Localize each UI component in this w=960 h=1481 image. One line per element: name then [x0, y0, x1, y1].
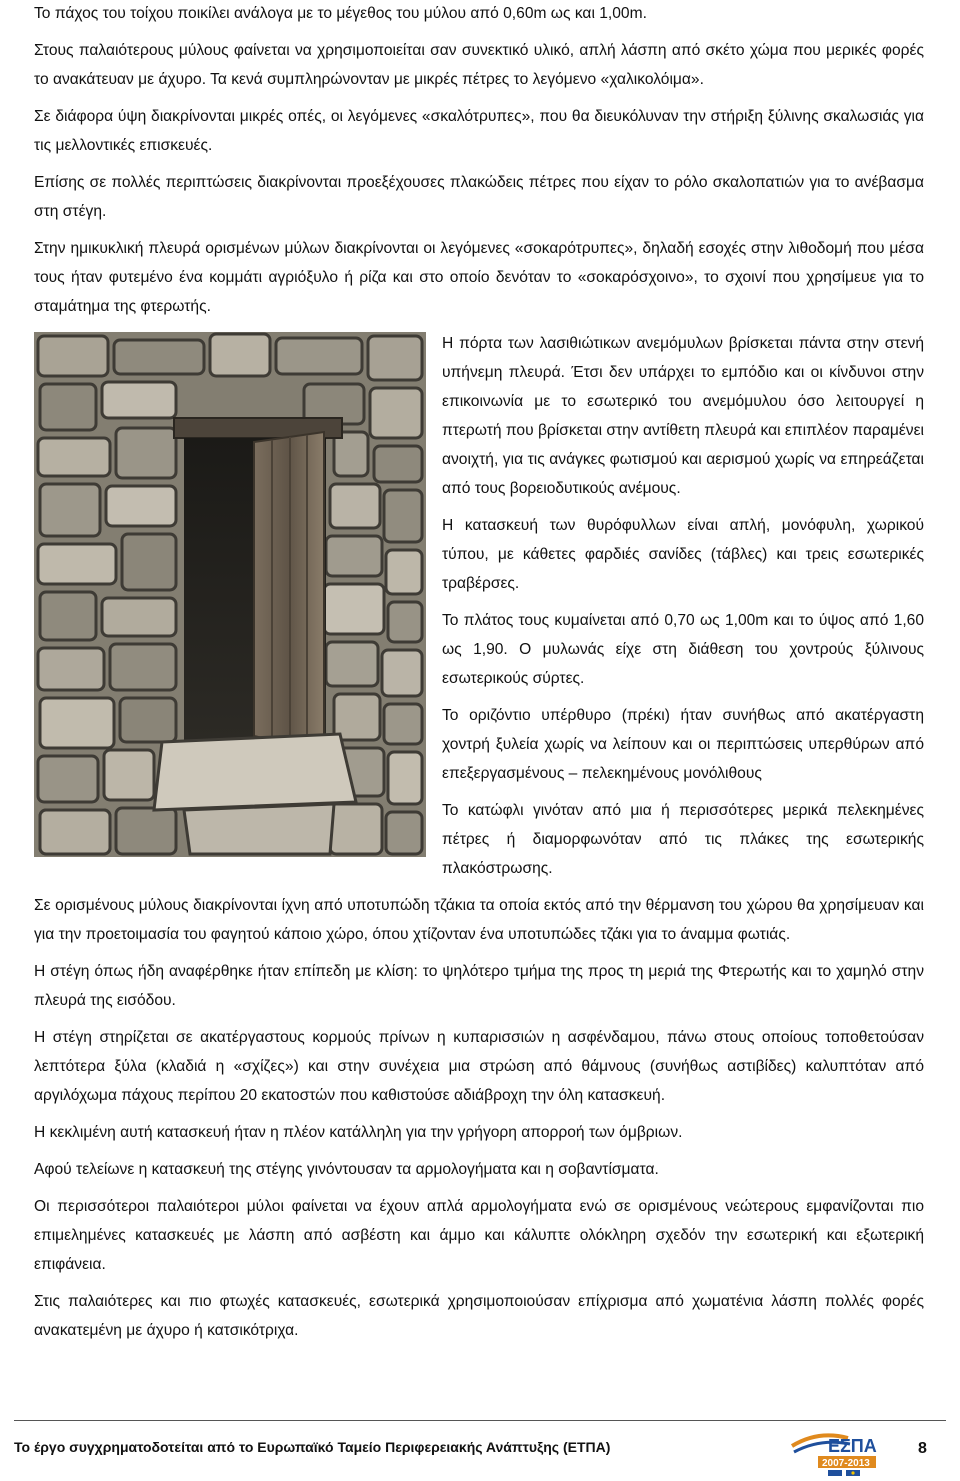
- paragraph: Η στέγη όπως ήδη αναφέρθηκε ήταν επίπεδη με κλίση: το ψηλότερο τμήμα της προς τη μεριά της Φτερωτής και το χαμηλό στην πλευρά της εισόδου.: [34, 963, 924, 1009]
- paragraph: Σε ορισμένους μύλους διακρίνονται ίχνη από υποτυπώδη τζάκια τα οποία εκτός από την θέρμανση του χώρου θα χρησίμευαν και για την προετοιμασία του φαγητού κάποιο χώρο, όπου χτίζονταν ένα υποτυπώδες τζάκι για το άναμμα φωτιάς.: [34, 897, 924, 943]
- logo-text: ΕΣΠΑ: [828, 1436, 877, 1456]
- paragraph: Το πάχος του τοίχου ποικίλει ανάλογα με το μέγεθος του μύλου από 0,60m ως και 1,00m.: [34, 5, 647, 22]
- paragraph: Στην ημικυκλική πλευρά ορισμένων μύλων διακρίνονται οι λεγόμενες «σοκαρότρυπες», δηλαδή εσοχές στην λιθοδομή που μέσα τους ήταν φυτεμένο ένα κομμάτι αγριόξυλο ή ρίζα και στο οποίο δενόταν το «σοκαρόσχοινο», το σχοινί που χρησίμευε για το σταμάτημα της φτερωτής.: [34, 240, 924, 315]
- page-number: 8: [918, 1440, 927, 1457]
- stone-wall-door-photo: [34, 332, 426, 857]
- paragraph: Οι περισσότεροι παλαιότεροι μύλοι φαίνεται να έχουν απλά αρμολογήματα ενώ σε ορισμένους νεώτερους εμφανίζονται πιο επιμελημένες κατασκευές με λάσπη από ασβέστη και άμμο και κάλυπτε ολόκληρη σχεδόν την εσωτερική και εξωτερική επιφάνεια.: [34, 1198, 924, 1273]
- logo-years: 2007-2013: [822, 1458, 870, 1469]
- paragraph: Η στέγη στηρίζεται σε ακατέργαστους κορμούς πρίνων η κυπαρισσιών η ασφένδαμου, πάνω στους οποίους τοποθετούσαν λεπτότερα ξύλα (κλαδιά η «σχίζες») και στην συνέχεια μια στρώση από θάμνους (συνήθως αστιβίδες) καλυπτόταν από αργιλόχωμα πάχους περίπου 20 εκατοστών που καθιστούσε αδιάβροχη την όλη κατασκευή.: [34, 1029, 924, 1104]
- footer-divider: [14, 1420, 946, 1421]
- paragraph: Αφού τελείωνε η κατασκευή της στέγης γινόντουσαν τα αρμολογήματα και η σοβαντίσματα.: [34, 1161, 659, 1178]
- text-body: [34, 0, 924, 1353]
- footer-funding-note: Το έργο συγχρηματοδοτείται από το Ευρωπαϊκό Ταμείο Περιφερειακής Ανάπτυξης (ΕΤΠΑ): [14, 1439, 611, 1455]
- threshold-stone: [154, 734, 356, 810]
- paragraph: Η πόρτα των λασιθιώτικων ανεμόμυλων βρίσκεται πάντα στην στενή υπήνεμη πλευρά. Έτσι δεν υπάρχει το εμπόδιο και οι κίνδυνοι στην επικοινωνία με το εσωτερικό του ανεμόμυλου όσο λειτουργεί η πτερωτή που βρίσκεται στην αντίθετη πλευρά και επιπλέον παραμένει ανοιχτή, για τις ανάγκες φωτισμού και αερισμού χωρίς να επηρεάζεται από τους βορειοδυτικούς ανέμους.: [442, 335, 924, 497]
- image-text-section: [34, 329, 924, 891]
- paragraph: Το κατώφλι γινόταν από μια ή περισσότερες μερικά πελεκημένες πέτρες ή διαμορφωνόταν από τις πλάκες της εσωτερικής πλακόστρωσης.: [442, 802, 924, 877]
- paragraph: Η κεκλιμένη αυτή κατασκευή ήταν η πλέον κατάλληλη για την γρήγορη απορροή των όμβριων.: [34, 1124, 683, 1141]
- paragraph: Το οριζόντιο υπέρθυρο (πρέκι) ήταν συνήθως από ακατέργαστη χοντρή ξυλεία χωρίς να λείπουν και οι περιπτώσεις υπερθύρων από επεξεργασμένους – πελεκημένους μονόλιθους: [442, 707, 924, 782]
- paragraph: Επίσης σε πολλές περιπτώσεις διακρίνονται προεξέχουσες πλακώδεις πέτρες που είχαν το ρόλο σκαλοπατιών για το ανέβασμα στη στέγη.: [34, 174, 924, 220]
- flag-greece-icon: [828, 1470, 842, 1476]
- paragraph: Η κατασκευή των θυρόφυλλων είναι απλή, μονόφυλη, χωρικού τύπου, με κάθετες φαρδιές σανίδες (τάβλες) και τρεις εσωτερικές τραβέρσες.: [442, 517, 924, 592]
- paragraph: Σε διάφορα ύψη διακρίνονται μικρές οπές, οι λεγόμενες «σκαλότρυπες», που θα διευκόλυναν την στήριξη ξύλινης σκαλωσιάς για τις μελλοντικές επισκευές.: [34, 108, 924, 154]
- paragraph: Το πλάτος τους κυμαίνεται από 0,70 ως 1,00m και το ύψος από 1,60 ως 1,90. Ο μυλωνάς είχε στη διάθεση του χοντρούς ξύλινους εσωτερικούς σύρτες.: [442, 612, 924, 687]
- paragraph: Στους παλαιότερους μύλους φαίνεται να χρησιμοποιείται σαν συνεκτικό υλικό, απλή λάσπη από σκέτο χώμα που μερικές φορές το ανακάτευαν με άχυρο. Τα κενά συμπληρώνονταν με μικρές πέτρες το λεγόμενο «χαλικολόιμα».: [34, 42, 924, 88]
- paragraph: Στις παλαιότερες και πιο φτωχές κατασκευές, εσωτερικά χρησιμοποιούσαν επίχρισμα από χωματένια λάσπη πολλές φορές ανακατεμένη με άχυρο ή κατσικότριχα.: [34, 1293, 924, 1339]
- espa-logo: [788, 1428, 898, 1476]
